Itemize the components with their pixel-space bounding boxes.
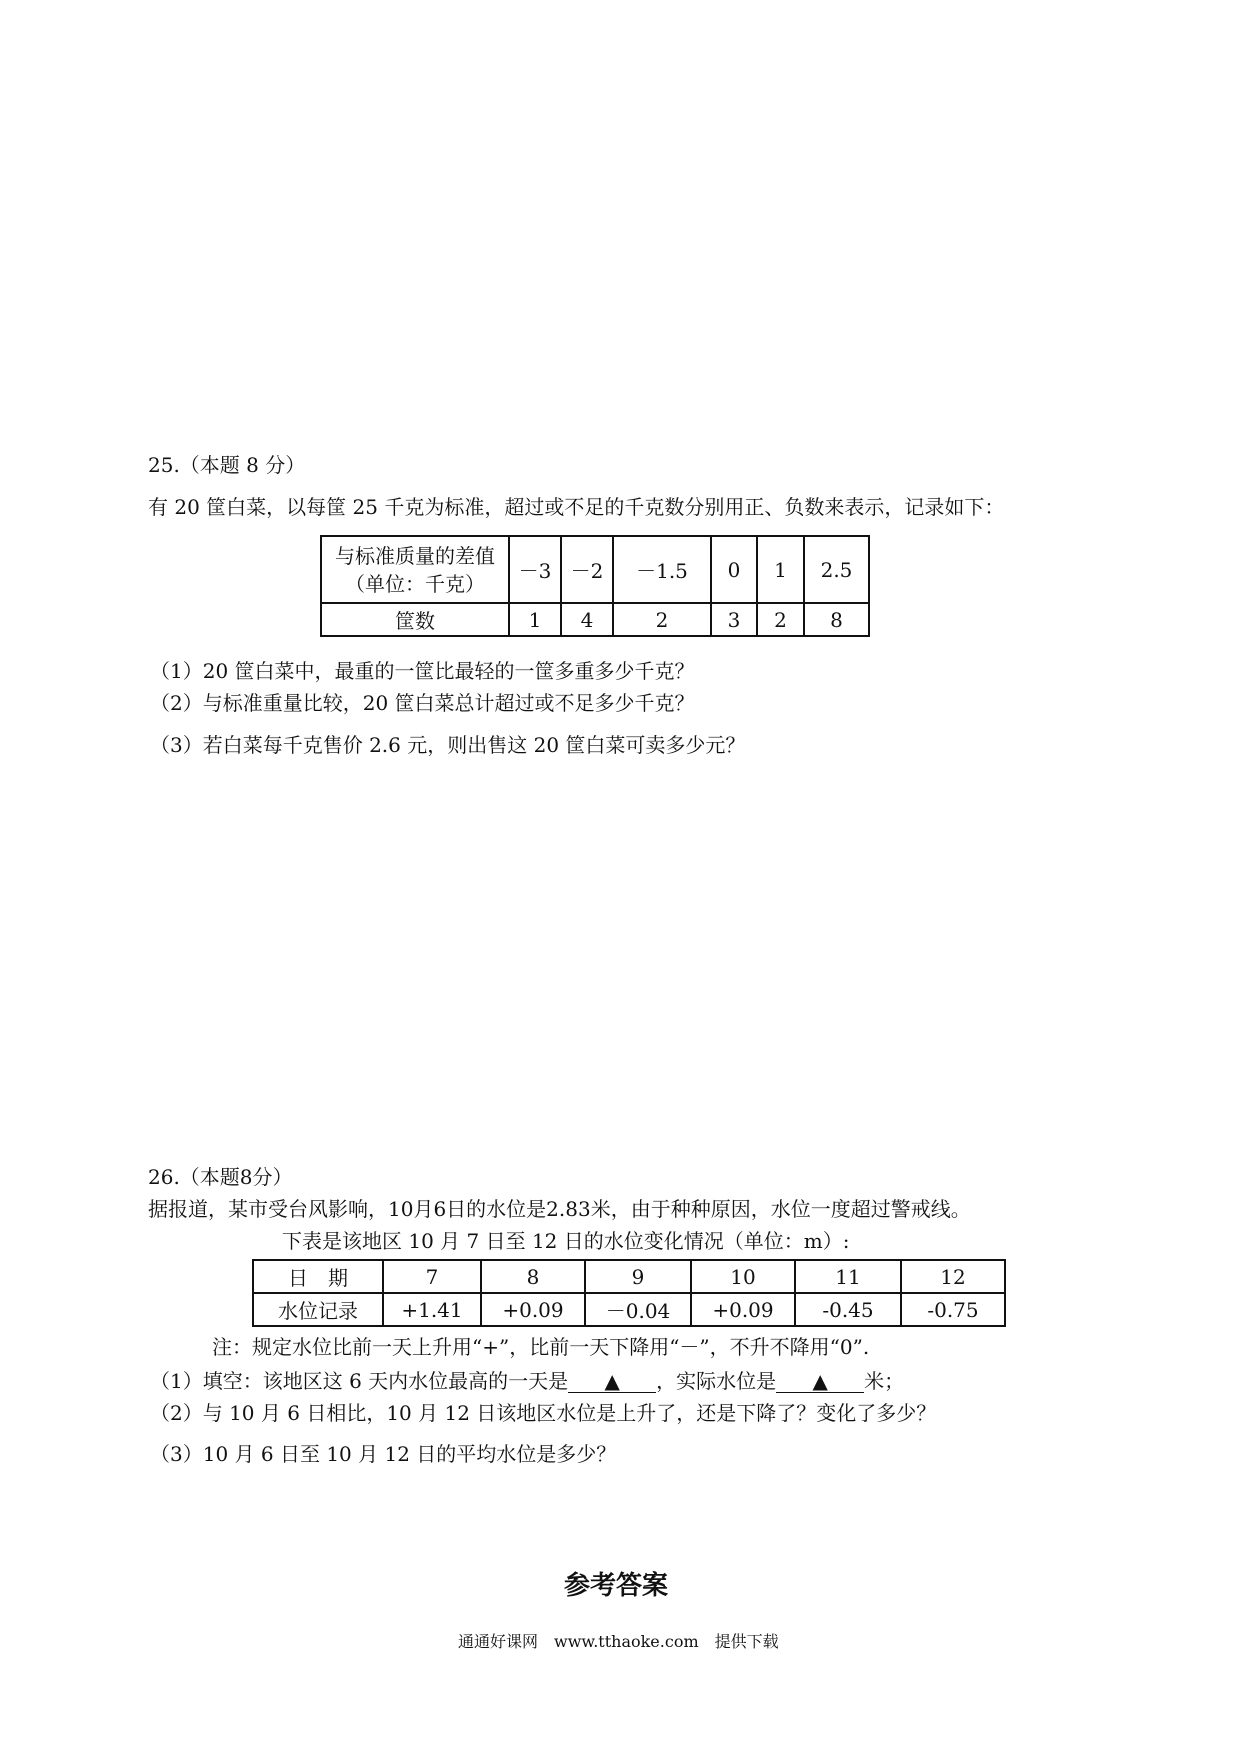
q25-stem: 有 20 筐白菜，以每筐 25 千克为标准，超过或不足的千克数分别用正、负数来表示，记录如下： [148, 495, 1005, 519]
answer-blank-2[interactable]: ▲ [776, 1370, 864, 1393]
q26-date-cell: 9 [585, 1260, 691, 1293]
q25-diff-cell: －2 [561, 536, 613, 603]
q25-count-cell: 3 [711, 603, 757, 636]
q25-count-label: 筐数 [321, 603, 509, 636]
q26-sub3: （3）10 月 6 日至 10 月 12 日的平均水位是多少？ [150, 1442, 617, 1466]
q26-table-caption: 下表是该地区 10 月 7 日至 12 日的水位变化情况（单位：m）: [282, 1229, 850, 1253]
answer-heading: 参考答案 [564, 1571, 669, 1601]
answer-blank-1[interactable]: ▲ [568, 1370, 656, 1393]
q26-sub1-text-c: 米； [864, 1369, 905, 1393]
table-row [321, 603, 869, 636]
q25-diff-cell: 1 [757, 536, 804, 603]
q25-sub1: （1）20 筐白菜中，最重的一筐比最轻的一筐多重多少千克？ [150, 659, 695, 683]
q26-table [252, 1259, 1006, 1327]
q25-count-cell: 1 [509, 603, 561, 636]
q26-date-cell: 8 [481, 1260, 585, 1293]
q26-stem: 据报道，某市受台风影响，10月6日的水位是2.83米，由于种种原因，水位一度超过警戒线。 [148, 1197, 971, 1221]
q25-count-cell: 8 [804, 603, 869, 636]
q25-count-cell: 2 [613, 603, 711, 636]
q26-sub1-text-a: （1）填空：该地区这 6 天内水位最高的一天是 [150, 1369, 569, 1393]
q26-date-cell: 10 [691, 1260, 795, 1293]
table-row [253, 1260, 1005, 1293]
q26-date-label: 日 期 [253, 1260, 383, 1293]
page-footer: 通通好课网 www.tthaoke.com 提供下载 [458, 1632, 779, 1651]
q26-date-cell: 11 [795, 1260, 901, 1293]
q25-title: 25.（本题 8 分） [148, 453, 306, 477]
q25-count-cell: 4 [561, 603, 613, 636]
q26-date-cell: 12 [901, 1260, 1005, 1293]
q25-diff-cell: －1.5 [613, 536, 711, 603]
q26-sub1 [150, 1368, 904, 1394]
q25-count-cell: 2 [757, 603, 804, 636]
q25-header-cell [321, 536, 509, 603]
q26-note: 注：规定水位比前一天上升用“+”，比前一天下降用“－”，不升不降用“0”. [212, 1335, 870, 1359]
table-row [253, 1293, 1005, 1326]
q26-sub1-text-b: ，实际水位是 [656, 1369, 777, 1393]
q26-record-cell: +0.09 [481, 1293, 585, 1326]
q25-diff-cell: 2.5 [804, 536, 869, 603]
q26-record-cell: +1.41 [383, 1293, 481, 1326]
q26-record-cell: +0.09 [691, 1293, 795, 1326]
q26-date-cell: 7 [383, 1260, 481, 1293]
q25-sub3: （3）若白菜每千克售价 2.6 元，则出售这 20 筐白菜可卖多少元？ [150, 733, 746, 757]
q26-record-cell: -0.75 [901, 1293, 1005, 1326]
q25-table [320, 535, 870, 637]
q26-record-cell: －0.04 [585, 1293, 691, 1326]
q26-record-label: 水位记录 [253, 1293, 383, 1326]
q26-record-cell: -0.45 [795, 1293, 901, 1326]
q26-title: 26.（本题8分） [148, 1165, 293, 1189]
q25-header-line1: 与标准质量的差值 [335, 543, 495, 568]
table-row [321, 536, 869, 603]
q26-sub2: （2）与 10 月 6 日相比，10 月 12 日该地区水位是上升了，还是下降了？变化了多少？ [150, 1401, 937, 1425]
q25-header-line2: （单位：千克） [345, 571, 485, 596]
q25-sub2: （2）与标准重量比较，20 筐白菜总计超过或不足多少千克？ [150, 691, 695, 715]
q25-diff-cell: 0 [711, 536, 757, 603]
q25-diff-cell: －3 [509, 536, 561, 603]
